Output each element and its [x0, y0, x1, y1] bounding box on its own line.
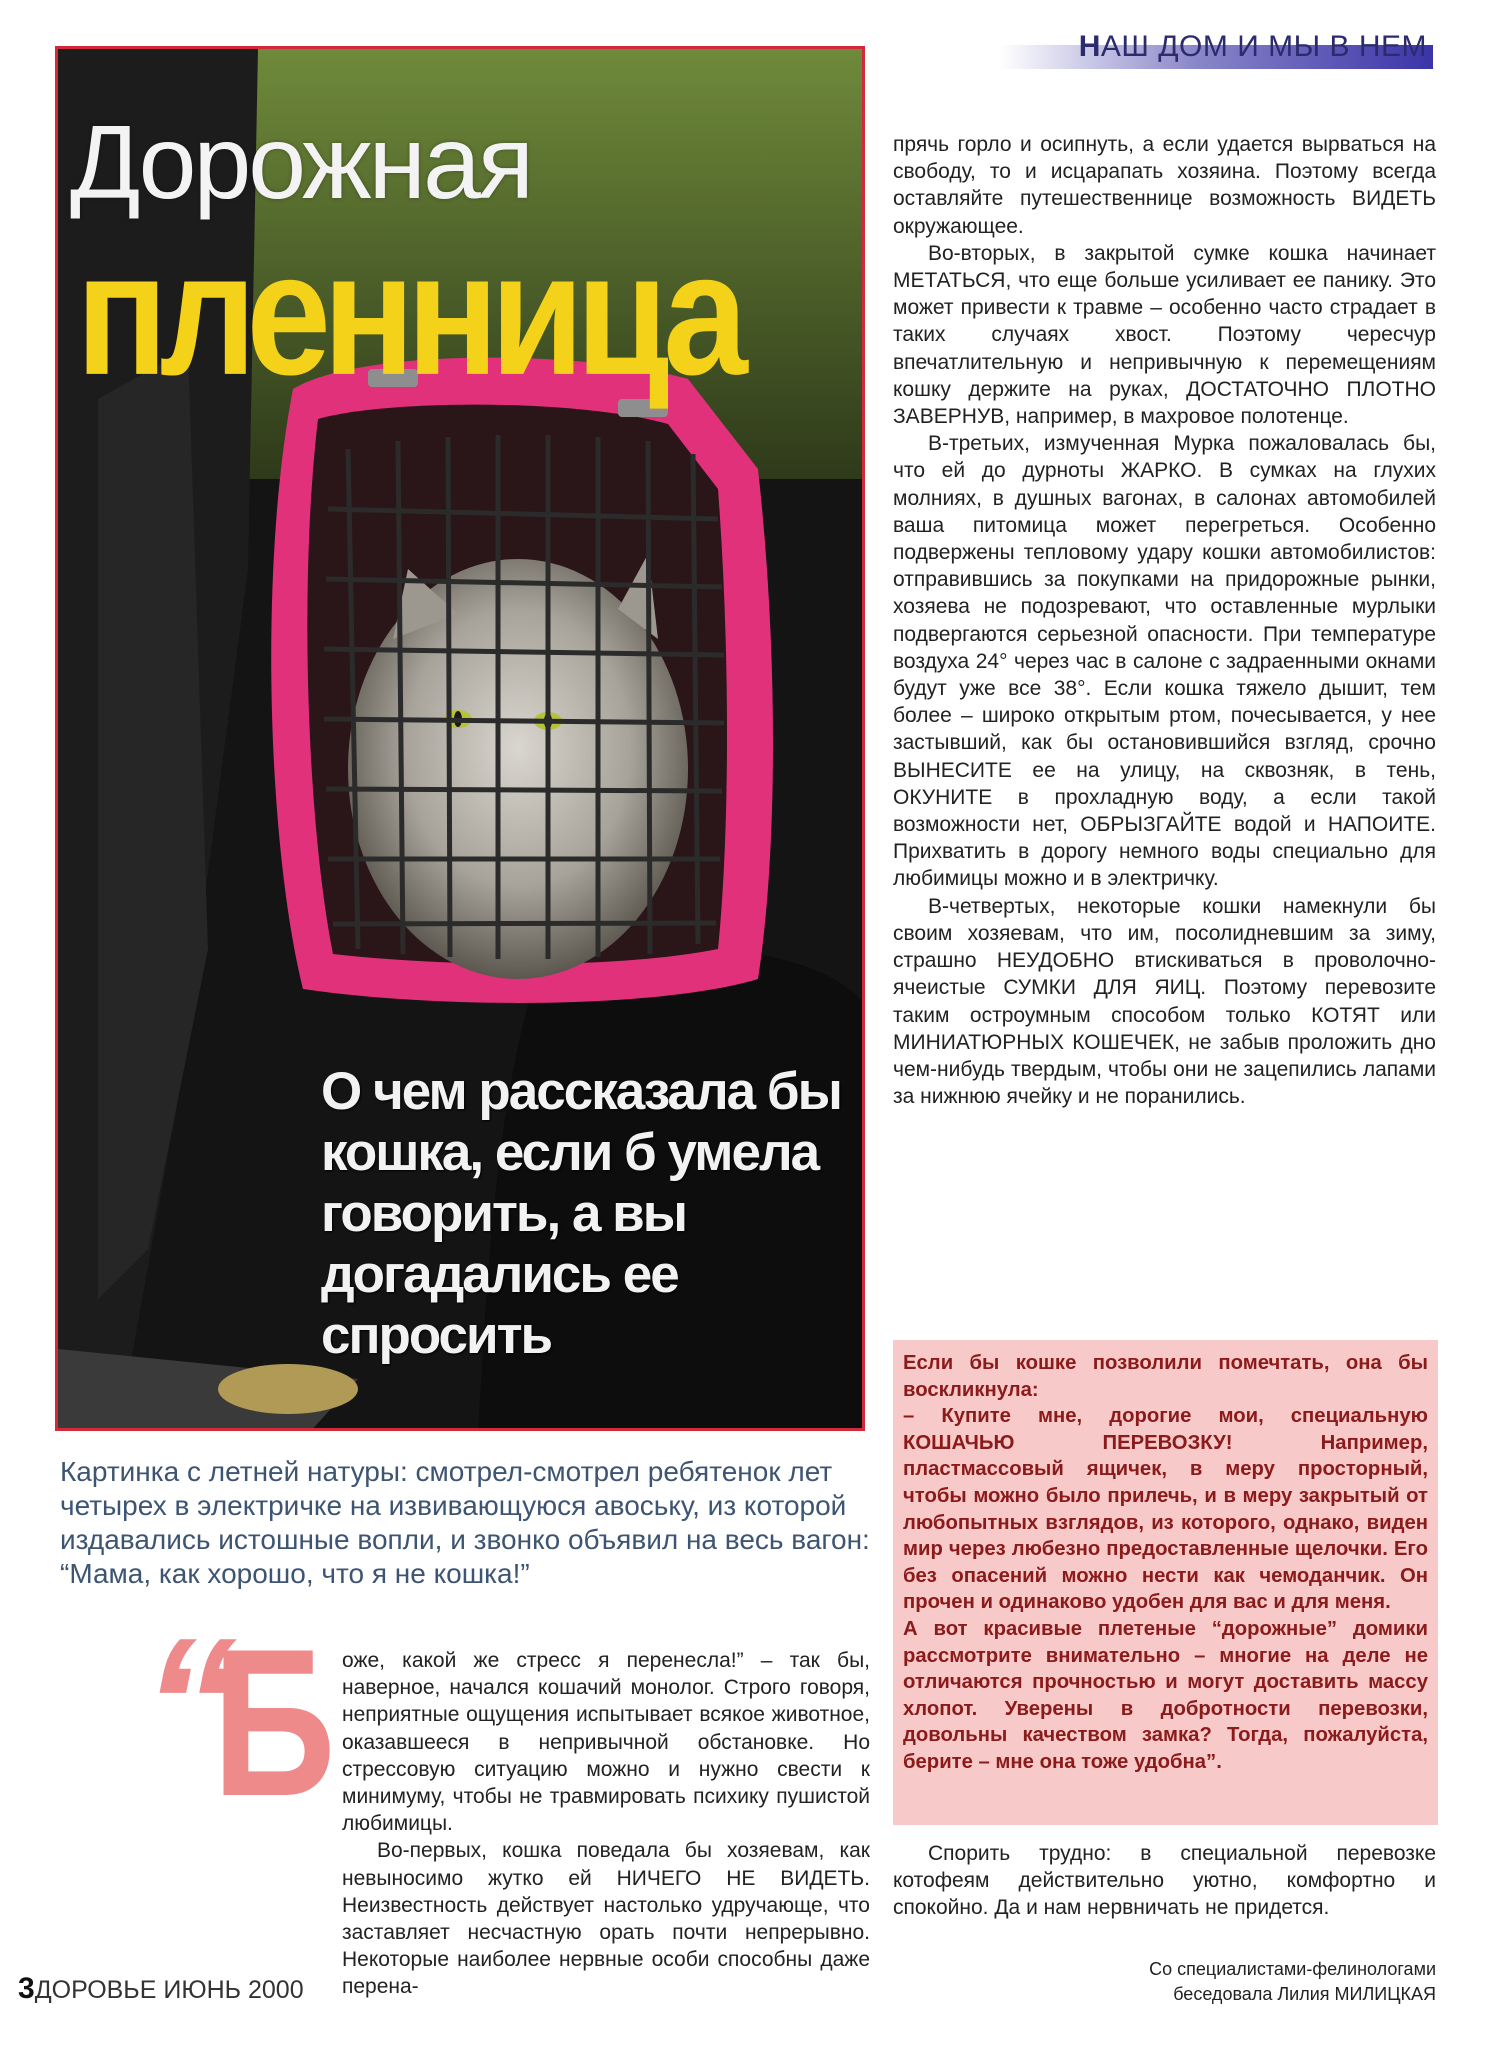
photo-caption: О чем рассказала бы кошка, если б умела говорить, а вы догадались ее спросить: [321, 1062, 841, 1365]
magazine-name: ДОРОВЬЕ: [34, 1976, 157, 2004]
box-paragraph: Если бы кошке позволили помечтать, она бы воскликнула:: [903, 1352, 1428, 1401]
right-paragraph: Во-вторых, в закрытой сумке кошка начинает МЕТАТЬСЯ, что еще больше усиливает ее панику. Это может привести к травме – особенно часто страдает в таких случаях хвост. Поэтому чересчур впечатлительную и непривычную к перемещениям кошку держите на руках, ДОСТАТОЧНО ПЛОТНО ЗАВЕРНУВ, например, в махровое полотенце.: [893, 241, 1436, 429]
title-line2: пленница: [76, 216, 740, 412]
drop-cap-letter: Б: [212, 1605, 336, 1840]
section-header: [990, 28, 1433, 72]
box-paragraph: – Купите мне, дорогие мои, специальную КОШАЧЬЮ ПЕРЕВОЗКУ! Например, пластмассовый ящичек, в меру просторный, чтобы можно было прилечь, и в меру закрытый от любопытных взглядов, из которого, однако, виден мир через любезно предоставленные щелочки. Его без опасений можно нести как чемоданчик. Он прочен и одинаково удобен для вас и для меня.: [903, 1405, 1428, 1614]
intro-text: Картинка с летней натуры: смотрел-смотрел ребятенок лет четырех в электричке на извивающуюся авоську, из которой издавались истошные вопли, и звонко объявил на весь вагон: “Мама, как хорошо, что я не кошка!”: [60, 1456, 870, 1589]
credits-line1: Со специалистами-фелинологами: [1149, 1959, 1436, 1979]
cat-carrier-photo: [55, 46, 865, 1431]
left-column: [342, 1647, 870, 2001]
right-column: [893, 131, 1436, 1110]
credits: [893, 1957, 1436, 2007]
left-paragraph: оже, какой же стресс я перенесла!” – так бы, наверное, начался кошачий монолог. Строго говоря, неприятные ощущения испытывает всякое животное, оказавшееся в непривычной обстановке. Но стрессовую ситуацию можно и нужно свести к минимуму, чтобы не травмировать психику пушистой любимицы.: [342, 1649, 870, 1836]
drop-cap-quote: “: [142, 1599, 237, 1811]
closing-text: Спорить трудно: в специальной перевозке котофеям действительно уютно, комфортно и спокойно. Да и нам нервничать не придется.: [893, 1842, 1436, 1920]
page-footer: [18, 1972, 304, 2006]
right-paragraph: прячь горло и осипнуть, а если удается вырваться на свободу, то и исцарапать хозяина. Поэтому всегда оставляйте путешественнице возможность ВИДЕТЬ окружающее.: [893, 133, 1436, 238]
page-number: 3: [18, 1972, 35, 2005]
cat-wish-box: [893, 1340, 1438, 1825]
title-line1: Дорожная: [70, 105, 532, 221]
left-paragraph: Во-первых, кошка поведала бы хозяевам, как невыносимо жутко ей НИЧЕГО НЕ ВИДЕТЬ. Неизвестность действует настолько удручающе, что заставляет несчастную орать почти непрерывно. Некоторые наиболее нервные особи способны даже перена-: [342, 1839, 870, 1999]
right-paragraph: В-четвертых, некоторые кошки намекнули бы своим хозяевам, что им, посолидневшим за зиму, страшно НЕУДОБНО втискиваться в проволочно-ячеистые СУМКИ ДЛЯ ЯИЦ. Поэтому перевозите таким остроумным способом только КОТЯТ или МИНИАТЮРНЫХ КОШЕЧЕК, не забыв проложить дно чем-нибудь твердым, чтобы они не зацепились лапами за нижнюю ячейку и не поранились.: [893, 894, 1436, 1109]
right-paragraph: В-третьих, измученная Мурка пожаловалась бы, что ей до дурноты ЖАРКО. В сумках на глухих молниях, в душных вагонах, в салонах автомобилей ваша питомица может перегреться. Особенно подвержены тепловому удару кошки автомобилистов: отправившись за покупками на придорожные рынки, хозяева не подозревают, что оставленные мурлыки подвергаются серьезной опасности. При температуре воздуха 24° через час в салоне с задраенными окнами будут уже все 38°. Если кошка тяжело дышит, тем более – широко открытым ртом, почесывается, у нее застывший, как бы остановившийся взгляд, срочно ВЫНЕСИТЕ ее на улицу, на сквозняк, в тень, ОКУНИТЕ в прохладную воду, а если такой возможности нет, ОБРЫЗГАЙТЕ водой и НАПОИТЕ. Прихватить в дорогу немного воды специально для любимицы можно и в электричку.: [893, 432, 1436, 891]
credits-line2: беседовала Лилия МИЛИЦКАЯ: [1173, 1984, 1436, 2004]
section-header-text: НАШ ДОМ И МЫ В НЕМ: [1078, 30, 1427, 63]
issue-date: ИЮНЬ 2000: [163, 1976, 304, 2004]
closing-paragraph: [893, 1840, 1436, 1922]
box-paragraph: А вот красивые плетеные “дорожные” домики рассмотрите внимательно – многие на деле не отличаются прочностью и могут доставить массу хлопот. Уверены в добротности перевозки, довольны качеством замка? Тогда, пожалуйста, берите – мне она тоже удобна”.: [903, 1617, 1428, 1773]
